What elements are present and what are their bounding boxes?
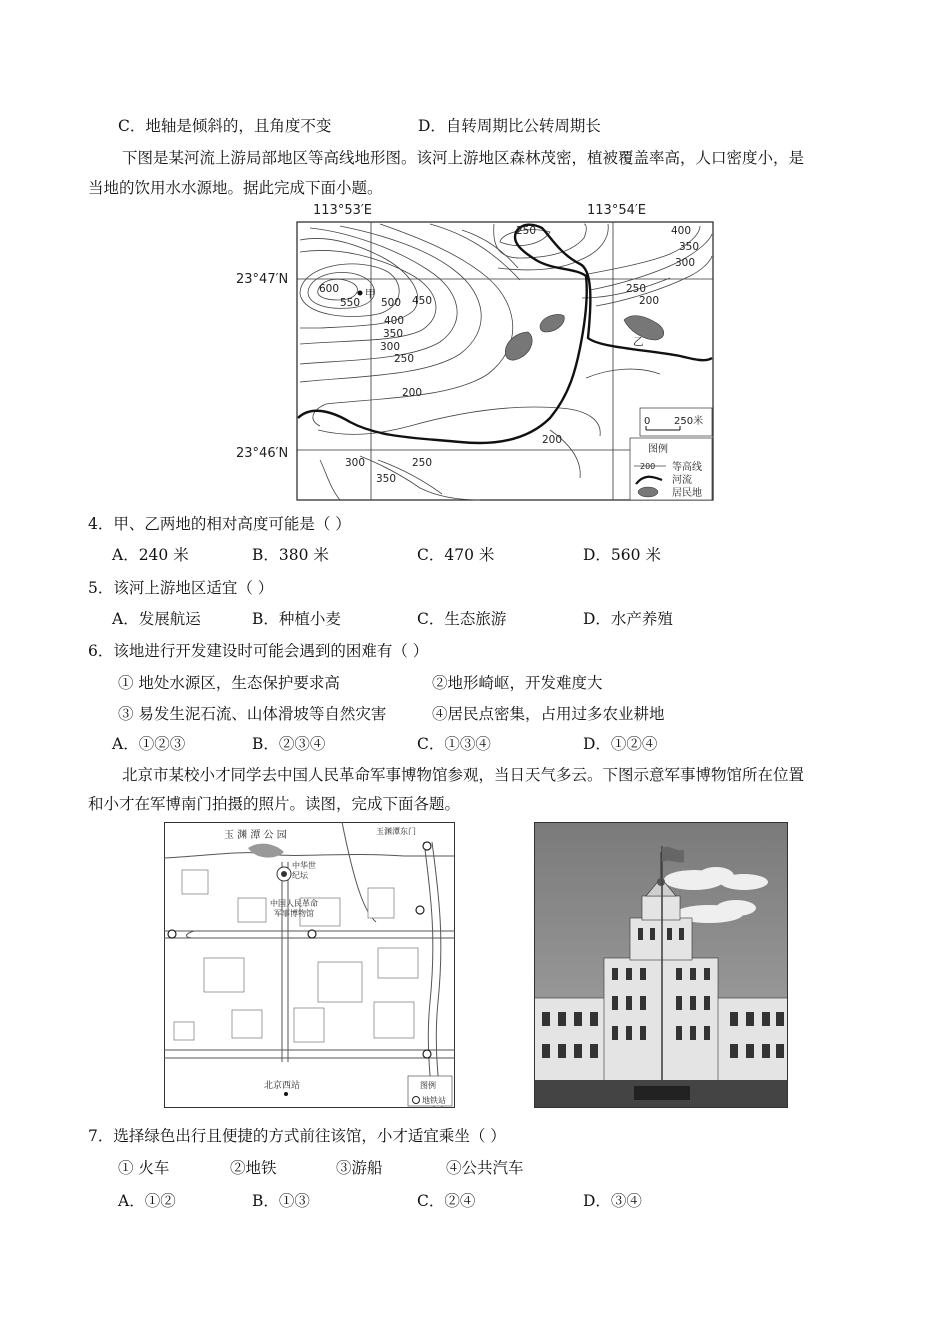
contour-label: 400 [384, 315, 405, 327]
altar-label-1: 中华世 [292, 861, 316, 870]
q5-option-b[interactable]: B．种植小麦 [252, 610, 341, 628]
scale-bar [640, 408, 712, 436]
q6-option-c[interactable]: C．①③④ [417, 735, 491, 753]
contour-label: 300 [380, 341, 401, 353]
svg-text:地铁站: 地铁站 [422, 1096, 446, 1105]
contour-label: 600 [319, 283, 340, 295]
prev-option-d: D．自转周期比公转周期长 [418, 117, 601, 135]
station-marker [284, 1092, 288, 1096]
prev-option-c: C．地轴是倾斜的，且角度不变 [118, 117, 332, 135]
contour-label: 350 [376, 473, 397, 485]
museum-label-1: 中国人民革命 [270, 899, 318, 908]
park-label: 玉 渊 潭 公 园 [224, 830, 287, 841]
map1-legend [630, 438, 712, 500]
q7-statement-1: ① 火车 [118, 1159, 170, 1177]
q7-statement-4: ④公共汽车 [446, 1159, 524, 1177]
q4-stem: 4．甲、乙两地的相对高度可能是（ ） [88, 515, 351, 533]
lon-label-1: 113°53′E [313, 203, 373, 218]
contour-label: 500 [381, 297, 402, 309]
contour-label: 300 [675, 257, 696, 269]
contour-label: 250 [394, 353, 415, 365]
intro2-line2: 和小才在军博南门拍摄的照片。读图，完成下面各题。 [88, 795, 461, 813]
q6-statement-4: ④居民点密集，占用过多农业耕地 [432, 705, 665, 723]
intro1-line1: 下图是某河流上游局部地区等高线地形图。该河上游地区森林茂密，植被覆盖率高，人口密度小，是 [122, 149, 805, 167]
q7-option-d[interactable]: D．③④ [583, 1192, 642, 1210]
lon-label-2: 113°54′E [587, 203, 647, 218]
contour-label: 400 [671, 225, 692, 237]
contour-label: 550 [340, 297, 361, 309]
point-jia-marker [358, 291, 363, 296]
q6-statement-1: ① 地处水源区，生态保护要求高 [118, 674, 340, 692]
svg-text:0: 0 [644, 416, 651, 427]
q7-option-a[interactable]: A．①② [118, 1192, 176, 1210]
svg-text:河流: 河流 [672, 475, 692, 486]
q6-statement-2: ②地形崎岖，开发难度大 [432, 674, 603, 692]
altar-label-2: 纪坛 [292, 871, 308, 880]
q6-option-d[interactable]: D．①②④ [583, 735, 658, 753]
lat-label-2: 23°46′N [236, 446, 289, 461]
q7-option-c[interactable]: C．②④ [417, 1192, 476, 1210]
contour-label: 200 [542, 434, 563, 446]
svg-text:图例: 图例 [420, 1081, 436, 1090]
svg-text:居民地: 居民地 [672, 488, 702, 499]
museum-label-2: 军事博物馆 [274, 909, 314, 918]
q7-option-b[interactable]: B．①③ [252, 1192, 310, 1210]
q4-option-b[interactable]: B．380 米 [252, 546, 329, 564]
q6-statement-3: ③ 易发生泥石流、山体滑坡等自然灾害 [118, 705, 387, 723]
gate-label: 玉渊潭东门 [376, 827, 416, 836]
intro2-line1: 北京市某校小才同学去中国人民革命军事博物馆参观，当日天气多云。下图示意军事博物馆所在位置 [122, 766, 805, 784]
q5-option-d[interactable]: D．水产养殖 [583, 610, 673, 628]
q7-stem: 7．选择绿色出行且便捷的方式前往该馆，小才适宜乘坐（ ） [88, 1127, 506, 1145]
station-label: 北京西站 [264, 1081, 301, 1091]
svg-text:等高线: 等高线 [672, 462, 702, 473]
q5-option-a[interactable]: A．发展航运 [112, 610, 201, 628]
q4-option-c[interactable]: C．470 米 [417, 546, 495, 564]
svg-text:图例: 图例 [648, 444, 668, 455]
q6-stem: 6．该地进行开发建设时可能会遇到的困难有（ ） [88, 642, 429, 660]
contour-label: 250 [626, 283, 647, 295]
q5-option-c[interactable]: C．生态旅游 [417, 610, 507, 628]
contour-label: 350 [679, 241, 700, 253]
point-jia-label: 甲 [365, 288, 376, 300]
q7-statement-3: ③游船 [336, 1159, 383, 1177]
q5-stem: 5．该河上游地区适宜（ ） [88, 579, 274, 597]
contour-map [230, 198, 730, 504]
q7-statement-2: ②地铁 [230, 1159, 277, 1177]
contour-label: 250 [516, 225, 537, 237]
contour-label: 200 [402, 387, 423, 399]
contour-label: 450 [412, 295, 433, 307]
q4-option-d[interactable]: D．560 米 [583, 546, 661, 564]
museum-location-map [164, 822, 455, 1108]
intro1-line2: 当地的饮用水水源地。据此完成下面小题。 [88, 179, 383, 197]
museum-photo [534, 822, 788, 1108]
contour-label: 350 [383, 328, 404, 340]
svg-text:200: 200 [640, 462, 656, 471]
q4-option-a[interactable]: A．240 米 [112, 546, 189, 564]
svg-text:250米: 250米 [674, 416, 704, 427]
map2-legend [408, 1076, 452, 1106]
point-yi-label: 乙 [633, 336, 644, 348]
contour-label: 300 [345, 457, 366, 469]
contour-label: 250 [412, 457, 433, 469]
lat-label-1: 23°47′N [236, 272, 289, 287]
q6-option-b[interactable]: B．②③④ [252, 735, 326, 753]
contour-label: 200 [639, 295, 660, 307]
q6-option-a[interactable]: A．①②③ [112, 735, 186, 753]
